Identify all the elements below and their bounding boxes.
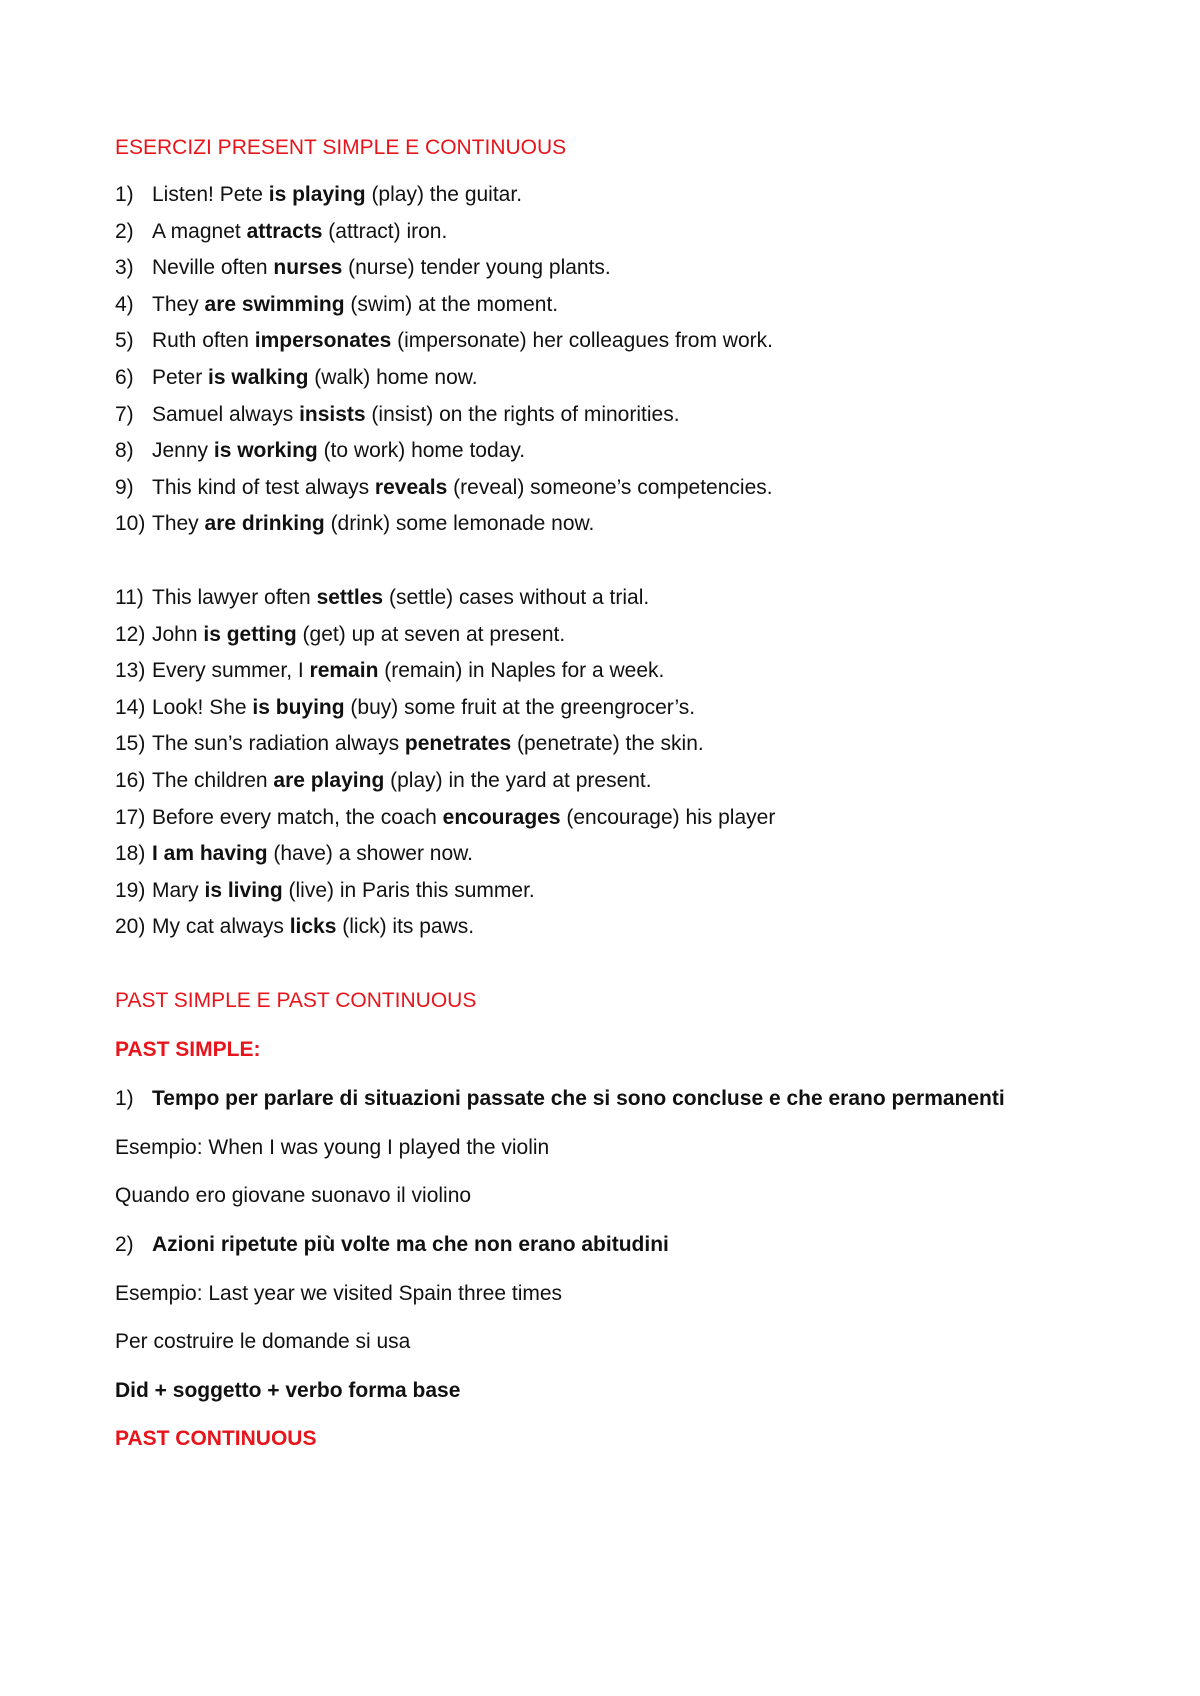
exercise-sentence xyxy=(152,470,773,507)
sentence-start: Neville often xyxy=(152,256,274,280)
exercise-sentence xyxy=(152,214,447,251)
exercise-item xyxy=(115,287,1115,324)
sentence-end: (get) up at seven at present. xyxy=(296,622,566,646)
exercise-sentence xyxy=(152,433,525,470)
answer-verb: remain xyxy=(309,659,379,683)
example-2: Esempio: Last year we visited Spain three times xyxy=(115,1282,563,1305)
sentence-end: (buy) some fruit at the greengrocer’s. xyxy=(344,695,696,719)
answer-verb: licks xyxy=(289,915,337,939)
sentence-start: Mary xyxy=(152,878,205,902)
exercise-sentence xyxy=(152,397,680,434)
exercise-sentence xyxy=(152,617,565,654)
sentence-end: (encourage) his player xyxy=(560,805,776,829)
exercise-item xyxy=(115,323,1115,360)
exercise-sentence xyxy=(152,580,649,617)
exercise-item xyxy=(115,617,1115,654)
rule-1-number: 1) xyxy=(115,1087,134,1110)
exercise-item xyxy=(115,580,1115,617)
sentence-end: (swim) at the moment. xyxy=(344,292,559,316)
sentence-end: (drink) some lemonade now. xyxy=(324,512,595,536)
sentence-start: Listen! Pete xyxy=(152,183,269,206)
sentence-start: The children xyxy=(152,768,274,792)
sentence-end: (to work) home today. xyxy=(317,439,526,463)
sentence-end: (play) in the yard at present. xyxy=(384,768,652,792)
answer-verb: attracts xyxy=(246,219,323,243)
exercise-number: 9) xyxy=(115,475,134,499)
question-formula: Did + soggetto + verbo forma base xyxy=(115,1379,461,1402)
exercise-sentence xyxy=(152,287,558,324)
exercise-sentence xyxy=(152,763,652,800)
exercise-sentence xyxy=(152,726,704,763)
sentence-start: Before every match, the coach xyxy=(152,805,443,829)
exercise-sentence xyxy=(152,323,773,360)
rule-1-text: Tempo per parlare di situazioni passate che si sono concluse e che erano permanenti xyxy=(152,1087,1005,1110)
exercise-number: 13) xyxy=(115,659,146,683)
question-intro: Per costruire le domande si usa xyxy=(115,1330,411,1353)
past-section-heading: PAST SIMPLE E PAST CONTINUOUS xyxy=(115,989,477,1012)
sentence-end: (settle) cases without a trial. xyxy=(383,586,650,609)
exercise-item xyxy=(115,360,1115,397)
example-1: Esempio: When I was young I played the violin xyxy=(115,1136,550,1159)
sentence-end: (attract) iron. xyxy=(322,219,448,243)
exercise-sentence xyxy=(152,800,775,837)
answer-verb: is walking xyxy=(208,365,309,389)
exercise-sentence xyxy=(152,177,522,214)
exercise-sentence xyxy=(152,836,473,873)
answer-verb: penetrates xyxy=(404,732,512,756)
sentence-end: (reveal) someone’s competencies. xyxy=(447,475,773,499)
exercise-item xyxy=(115,836,1115,873)
exercise-number: 14) xyxy=(115,695,146,719)
exercise-item xyxy=(115,690,1115,727)
sentence-end: (live) in Paris this summer. xyxy=(282,878,535,902)
sentence-start: My cat always xyxy=(152,915,290,939)
answer-verb: impersonates xyxy=(254,329,392,353)
answer-verb: is buying xyxy=(252,695,345,719)
sentence-start: Every summer, I xyxy=(152,659,310,683)
exercise-item xyxy=(115,653,1115,690)
exercise-sentence xyxy=(152,653,664,690)
exercise-number: 18) xyxy=(115,842,146,866)
exercise-number: 16) xyxy=(115,768,146,792)
answer-verb: I am having xyxy=(152,842,268,866)
exercise-list-part2 xyxy=(115,580,1115,946)
exercise-number: 7) xyxy=(115,402,134,426)
exercise-sentence xyxy=(152,250,611,287)
exercise-number: 3) xyxy=(115,256,134,280)
exercise-item xyxy=(115,177,1115,214)
exercise-number: 20) xyxy=(115,915,146,939)
exercise-sentence xyxy=(152,506,594,543)
exercise-list-part1 xyxy=(115,177,1115,543)
sentence-end: (remain) in Naples for a week. xyxy=(378,659,665,683)
sentence-end: (have) a shower now. xyxy=(267,842,473,866)
sentence-start: They xyxy=(152,292,205,316)
sentence-start: This kind of test always xyxy=(152,475,375,499)
exercise-item xyxy=(115,873,1115,910)
exercise-item xyxy=(115,909,1115,946)
answer-verb: are drinking xyxy=(204,512,325,536)
answer-verb: are playing xyxy=(273,768,385,792)
answer-verb: reveals xyxy=(374,475,448,499)
sentence-start: A magnet xyxy=(152,219,247,243)
rule-2-number: 2) xyxy=(115,1233,134,1256)
exercise-item xyxy=(115,214,1115,251)
past-continuous-heading: PAST CONTINUOUS xyxy=(115,1427,317,1450)
sentence-start: This lawyer often xyxy=(152,586,317,609)
answer-verb: is living xyxy=(204,878,283,902)
sentence-end: (nurse) tender young plants. xyxy=(342,256,611,280)
translation-1: Quando ero giovane suonavo il violino xyxy=(115,1184,472,1207)
sentence-start: Samuel always xyxy=(152,402,300,426)
sentence-end: (walk) home now. xyxy=(308,365,478,389)
sentence-end: (penetrate) the skin. xyxy=(511,732,704,756)
exercise-sentence xyxy=(152,690,695,727)
answer-verb: is getting xyxy=(203,622,297,646)
exercise-number: 12) xyxy=(115,622,146,646)
answer-verb: encourages xyxy=(442,805,561,829)
exercise-sentence xyxy=(152,360,478,397)
exercise-number: 19) xyxy=(115,878,146,902)
exercise-item xyxy=(115,433,1115,470)
exercise-number: 1) xyxy=(115,183,134,206)
exercise-item xyxy=(115,506,1115,543)
answer-verb: is working xyxy=(213,439,318,463)
exercise-number: 11) xyxy=(115,586,144,609)
exercise-number: 15) xyxy=(115,732,146,756)
exercise-sentence xyxy=(152,873,535,910)
sentence-start: Ruth often xyxy=(152,329,255,353)
past-simple-subheading: PAST SIMPLE: xyxy=(115,1038,261,1061)
sentence-end: (play) the guitar. xyxy=(365,183,523,206)
sentence-start: They xyxy=(152,512,205,536)
rule-2-text: Azioni ripetute più volte ma che non erano abitudini xyxy=(152,1233,669,1256)
answer-verb: is playing xyxy=(268,183,366,206)
exercise-number: 2) xyxy=(115,219,134,243)
exercise-sentence xyxy=(152,909,474,946)
sentence-end: (insist) on the rights of minorities. xyxy=(365,402,680,426)
exercise-item xyxy=(115,250,1115,287)
exercise-number: 8) xyxy=(115,439,134,463)
answer-verb: insists xyxy=(299,402,366,426)
sentence-start: Peter xyxy=(152,365,209,389)
exercise-number: 4) xyxy=(115,292,134,316)
exercise-number: 6) xyxy=(115,365,134,389)
exercise-number: 17) xyxy=(115,805,146,829)
answer-verb: are swimming xyxy=(204,292,345,316)
exercise-number: 5) xyxy=(115,329,134,353)
exercise-item xyxy=(115,763,1115,800)
exercise-item xyxy=(115,726,1115,763)
sentence-end: (lick) its paws. xyxy=(336,915,475,939)
page-title: ESERCIZI PRESENT SIMPLE E CONTINUOUS xyxy=(115,136,567,159)
exercise-number: 10) xyxy=(115,512,146,536)
exercise-item xyxy=(115,470,1115,507)
exercise-item xyxy=(115,800,1115,837)
sentence-start: Look! She xyxy=(152,695,253,719)
exercise-item xyxy=(115,397,1115,434)
sentence-end: (impersonate) her colleagues from work. xyxy=(391,329,773,353)
answer-verb: settles xyxy=(316,586,384,609)
sentence-start: The sun’s radiation always xyxy=(152,732,405,756)
sentence-start: Jenny xyxy=(152,439,214,463)
answer-verb: nurses xyxy=(273,256,343,280)
sentence-start: John xyxy=(152,622,204,646)
